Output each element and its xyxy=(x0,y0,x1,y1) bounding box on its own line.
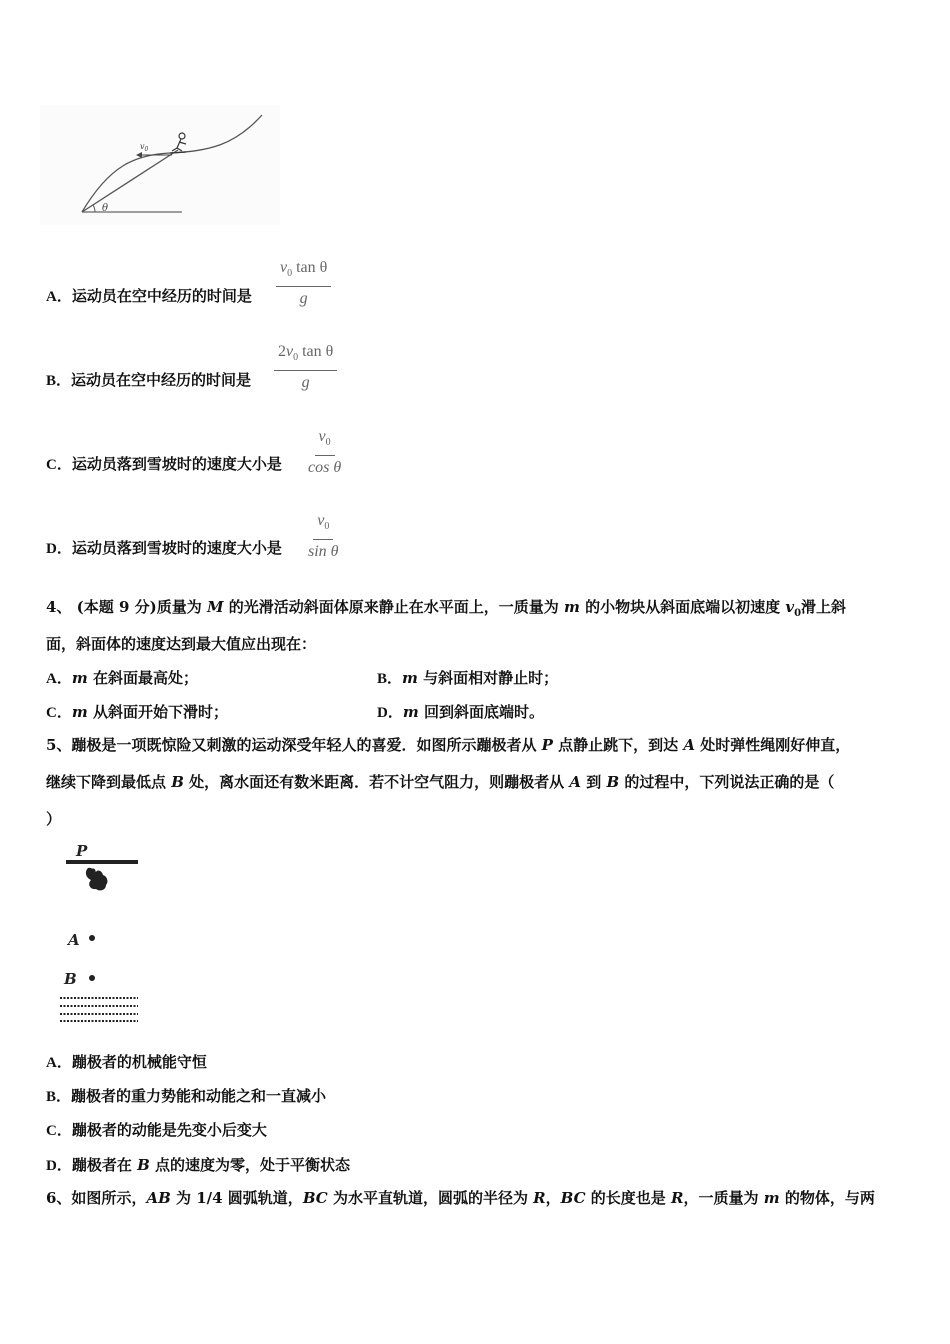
velocity-label: $v_0$ xyxy=(140,142,149,153)
formula-numerator: $v_0$ xyxy=(313,512,333,540)
q3-option-c[interactable] xyxy=(46,454,282,475)
q5-option-c[interactable]: C．蹦极者的动能是先变小后变大 xyxy=(46,1121,267,1139)
q4-option-b[interactable]: B．m 与斜面相对静止时； xyxy=(377,669,559,687)
b-point xyxy=(89,975,95,981)
q5-stem-line2: 继续下降到最低点 B 处，离水面还有数米距离．若不计空气阻力，则蹦极者从 A 到 B 的过程中，下列说法正确的是（ xyxy=(46,773,835,791)
bungee-figure xyxy=(60,840,150,1030)
q6-stem-line1: 6、如图所示，AB 为 1/4 圆弧轨道，BC 为水平直轨道，圆弧的半径为 R，BC 的长度也是 R，一质量为 m 的物体，与两 xyxy=(46,1189,875,1207)
q3-option-b-formula xyxy=(274,343,337,392)
q4-option-c[interactable]: C．m 从斜面开始下滑时； xyxy=(46,703,228,721)
q3-option-d[interactable] xyxy=(46,538,282,559)
formula-numerator: $v_0$ xyxy=(315,428,335,456)
q5-option-a[interactable]: A．蹦极者的机械能守恒 xyxy=(46,1053,207,1071)
option-letter: A． xyxy=(46,289,72,305)
option-text: 运动员在空中经历的时间是 xyxy=(71,371,252,389)
formula-denominator: g xyxy=(301,374,310,392)
water-surface xyxy=(60,998,138,1021)
q3-option-c-formula xyxy=(308,428,341,477)
p-label: P xyxy=(76,842,88,860)
b-label: B xyxy=(64,970,77,988)
platform xyxy=(66,860,138,864)
formula-denominator: g xyxy=(299,290,308,308)
formula-numerator: $2v_0$ tan θ xyxy=(274,343,337,371)
option-text: 运动员落到雪坡时的速度大小是 xyxy=(71,455,282,473)
formula-denominator: cos θ xyxy=(308,459,342,477)
a-label: A xyxy=(68,931,80,949)
option-letter: D． xyxy=(46,541,72,557)
q3-option-d-formula xyxy=(308,512,339,561)
q4-stem-line2: 面，斜面体的速度达到最大值应出现在： xyxy=(46,635,317,653)
option-letter: C． xyxy=(46,457,72,473)
ski-slope-figure xyxy=(40,105,280,225)
formula-denominator: sin θ xyxy=(308,543,339,561)
q4-option-d[interactable]: D．m 回到斜面底端时。 xyxy=(377,703,544,721)
q5-stem-line1: 5、蹦极是一项既惊险又刺激的运动深受年轻人的喜爱．如图所示蹦极者从 P 点静止跳下，到达 A 处时弹性绳刚好伸直， xyxy=(46,736,851,754)
q3-option-a-formula xyxy=(276,259,331,308)
a-point xyxy=(89,935,95,941)
q5-stem-line3: ） xyxy=(46,810,62,828)
option-letter: B． xyxy=(46,373,72,389)
jumper-icon xyxy=(86,868,108,891)
q3-option-b[interactable] xyxy=(46,370,251,391)
angle-label: θ xyxy=(102,203,109,214)
q5-option-b[interactable]: B．蹦极者的重力势能和动能之和一直减小 xyxy=(46,1087,327,1105)
option-text: 运动员落到雪坡时的速度大小是 xyxy=(71,539,282,557)
q3-option-a[interactable] xyxy=(46,286,252,307)
q4-stem-line1: 4、 (本题 9 分)质量为 M 的光滑活动斜面体原来静止在水平面上，一质量为 m 的小物块从斜面底端以初速度 $v_0$滑上斜 xyxy=(46,598,847,619)
q4-option-a[interactable]: A．m 在斜面最高处； xyxy=(46,669,198,687)
q5-option-d[interactable]: D．蹦极者在 B 点的速度为零，处于平衡状态 xyxy=(46,1156,350,1174)
option-text: 运动员在空中经历的时间是 xyxy=(71,287,252,305)
formula-numerator: $v_0$ tan θ xyxy=(276,259,331,287)
